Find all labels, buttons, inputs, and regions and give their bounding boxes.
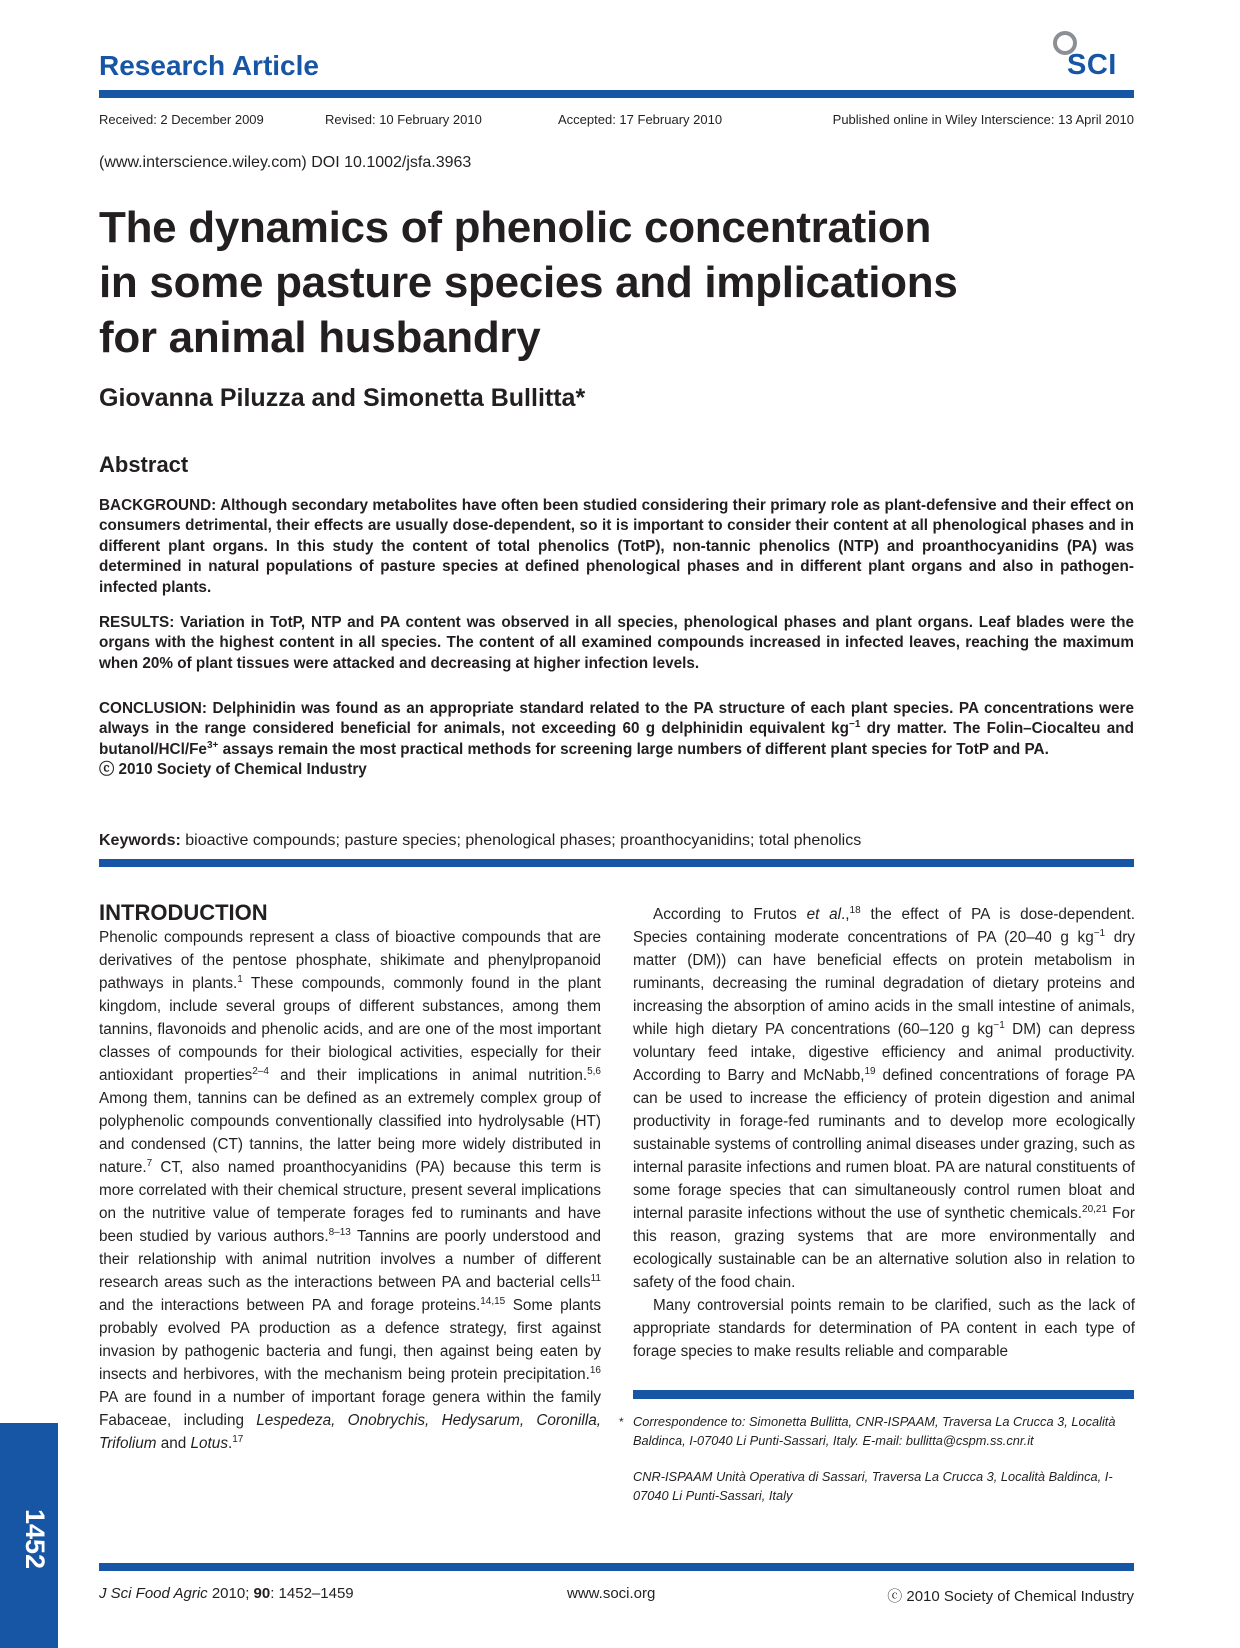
introduction-heading: INTRODUCTION: [99, 900, 268, 925]
abstract-conclusion: CONCLUSION: Delphinidin was found as an appropriate standard related to the PA structure of each plant species. PA concentrations were always in the range considered beneficial for animals, not exceeding 60 g delphinidin equivalent $kg^{-1}$ dry matter. The Folin–Ciocalteu and butanol/$HCl/Fe^{3+}$ assays remain the most practical methods for screening large numbers of different plant species for TotP and PA. ⓒ 2010 Society of Chemical Industry: [99, 699, 1134, 781]
keywords: [99, 832, 861, 850]
page-number: 1452: [20, 1509, 50, 1570]
abstract-background: BACKGROUND: Although secondary metabolites have often been studied considering their primary role as plant-defensive and their effect on consumers detrimental, their effects are usually dose-dependent, so it is important to consider their content at all phenological phases and in different plant organs. In this study the content of total phenolics (TotP), non-tannic phenolics (NTP) and proanthocyanidins (PA) was determined in natural populations of pasture species at defined phenological phases and in different plant organs and also in pathogen-infected plants.: [99, 497, 1134, 596]
abstract-copyright: ⓒ 2010 Society of Chemical Industry: [99, 761, 367, 779]
title-line: for animal husbandry: [99, 313, 541, 362]
logo-text: SCI: [1067, 49, 1117, 81]
authors: Giovanna Piluzza and Simonetta Bullitta*: [99, 384, 586, 412]
article-title: [99, 200, 1099, 365]
revised-date: Revised: 10 February 2010: [325, 112, 482, 127]
correspondence-footnote: [619, 1413, 1134, 1450]
accepted-date: Accepted: 17 February 2010: [558, 112, 723, 127]
page-number-tab: [0, 1423, 58, 1648]
intro-right-column: [633, 903, 1135, 1363]
affiliation-footnote: CNR-ISPAAM Unità Operativa di Sassari, Traversa La Crucca 3, Località Baldinca, I-07040 Li Punti-Sassari, Italy: [633, 1469, 1113, 1503]
header-rule: [99, 90, 1134, 98]
footnote-rule: [633, 1390, 1134, 1399]
intro-paragraph: According to Frutos et al.,$^{18}$ the effect of PA is dose-dependent. Species containing moderate concentrations of PA (20–40 g $kg^{-1}$ dry matter (DM)) can have beneficial effects on protein metabolism in ruminants, decreasing the ruminal degradation of dietary proteins and increasing the absorption of amino acids in the small intestine of animals, while high dietary PA concentrations (60–120 g $kg^{-1}$ DM) can depress voluntary feed intake, digestive efficiency and animal productivity. According to Barry and McNabb,$^{19}$ defined concentrations of forage PA can be used to increase the efficiency of protein digestion and animal productivity in forage-fed ruminants and to develop more ecologically sustainable systems of controlling animal diseases under grazing, such as internal parasite infections and rumen bloat. PA are natural constituents of some forage species that can simultaneously control rumen bloat and internal parasite infections without the use of synthetic chemicals.$^{20,21}$ For this reason, grazing systems that are more environmentally and ecologically sustainable can be an alternative solution also in relation to safety of the food chain.: [633, 905, 1135, 1291]
abstract-heading: Abstract: [99, 452, 189, 477]
footnote-marker: *: [619, 1415, 624, 1429]
section-label: Research Article: [99, 50, 319, 81]
correspondence-text: Correspondence to: Simonetta Bullitta, CNR-ISPAAM, Traversa La Crucca 3, Località Baldinca, I-07040 Li Punti-Sassari, Italy. E-mail: bullitta@cspm.ss.cnr.it: [633, 1414, 1116, 1448]
received-date: Received: 2 December 2009: [99, 112, 264, 127]
intro-left-column: [99, 926, 601, 1455]
keywords-text: bioactive compounds; pasture species; phenological phases; proanthocyanidins; total phenolics: [180, 832, 862, 849]
sci-logo: [1053, 31, 1133, 83]
published-date: Published online in Wiley Interscience: 13 April 2010: [832, 112, 1134, 127]
title-line: The dynamics of phenolic concentration: [99, 203, 932, 252]
journal-citation: J Sci Food Agric 2010; 90: 1452–1459: [99, 1585, 354, 1602]
footer-rule: [99, 1563, 1134, 1571]
journal-website: www.soci.org: [567, 1585, 656, 1602]
title-line: in some pasture species and implications: [99, 258, 958, 307]
intro-paragraph: Phenolic compounds represent a class of bioactive compounds that are derivatives of the pentose phosphate, shikimate and phenylpropanoid pathways in plants.$^1$ These compounds, commonly found in the plant kingdom, include several groups of different substances, among them tannins, flavonoids and phenolic acids, and are one of the most important classes of compounds for their biological activities, especially for their antioxidant properties$^{2-4}$ and their implications in animal nutrition.$^{5,6}$ Among them, tannins can be defined as an extremely complex group of polyphenolic compounds conventionally classified into hydrolysable (HT) and condensed (CT) tannins, the latter being more widely distributed in nature.$^7$ CT, also named proanthocyanidins (PA) because this term is more correlated with their chemical structure, present several implications on the nutritive value of temperate forages fed to ruminants and have been studied by various authors.$^{8-13}$ Tannins are poorly understood and their relationship with animal nutrition involves a number of different research areas such as the interactions between PA and bacterial cells$^{11}$ and the interactions between PA and forage proteins.$^{14,15}$ Some plants probably evolved PA production as a defence strategy, first against invasion by pathogenic bacteria and fungi, then against being eaten by insects and herbivores, with the mechanism being protein precipitation.$^{16}$ PA are found in a number of important forage genera within the family Fabaceae, including Lespedeza, Onobrychis, Hedysarum, Coronilla, Trifolium and Lotus.$^{17}$: [99, 929, 601, 1452]
doi: (www.interscience.wiley.com) DOI 10.1002/jsfa.3963: [99, 154, 472, 171]
intro-paragraph: Many controversial points remain to be clarified, such as the lack of appropriate standards for determination of PA content in each type of forage species to make results reliable and comparable: [633, 1297, 1135, 1360]
abstract-rule: [99, 859, 1134, 867]
keywords-label: Keywords:: [99, 832, 181, 849]
footer-copyright: ⓒ 2010 Society of Chemical Industry: [887, 1588, 1134, 1605]
abstract-results: RESULTS: Variation in TotP, NTP and PA content was observed in all species, phenological phases and plant organs. Leaf blades were the organs with the highest content in all species. The content of all examined compounds increased in infected leaves, reaching the maximum when 20% of plant tissues were attacked and decreasing at higher infection levels.: [99, 614, 1134, 672]
